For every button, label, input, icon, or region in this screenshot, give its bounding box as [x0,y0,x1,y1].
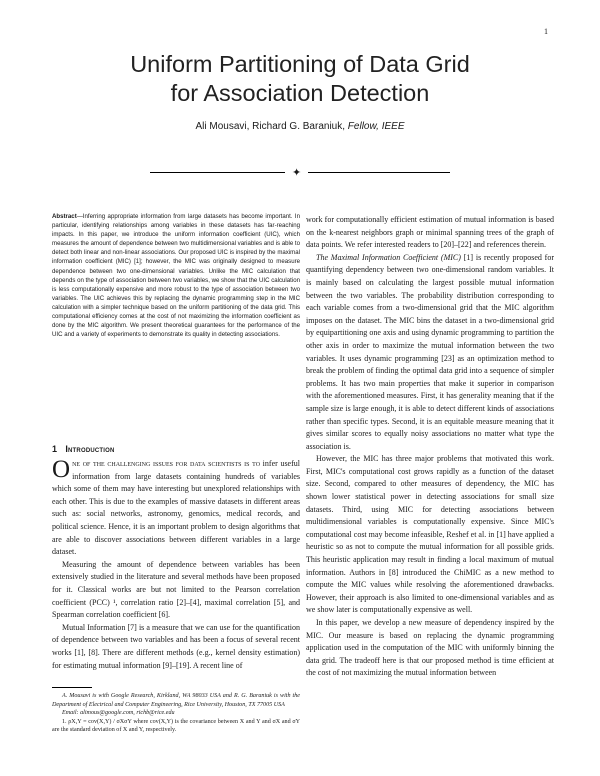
author-names: Ali Mousavi, Richard G. Baraniuk, [195,121,346,132]
footnotes [52,692,300,735]
author-line [0,121,600,132]
left-column-body [52,458,300,672]
page-number: 1 [544,27,548,36]
intro-paragraph-2: Measuring the amount of dependence between variables has been extensively studied in the literature and several methods have been proposed for it. Classical works are but not limited to the Pearson correlation coefficient (PCC) ¹, correlation ratio [2]–[4], maximal correlation [5], and Spearman correlation coefficient [6]. [52,559,300,620]
abstract [52,212,300,339]
separator-diamond-icon: ✦ [292,167,302,179]
right-paragraph-1: work for computationally efficient estimation of mutual information is based on the k-nearest neighbors graph or minimal spanning trees of the graph of data points. We refer interested readers to [20]–[22] and references therein. [306,215,554,250]
section-heading [52,444,115,454]
separator-rule-left [150,172,285,173]
title-line-1: Uniform Partitioning of Data Grid [130,51,470,77]
title-line-2: for Association Detection [170,80,430,106]
intro-paragraph-1 [52,458,300,559]
abstract-text: —Inferring appropriate information from large datasets has become important. In particular, identifying relationships among variables in these datasets has far-reaching impacts. In this paper, we introduce the uniform information coefficient (UIC), which measures the amount of dependence between two multidimensional variables and is able to detect both linear and non-linear associations. Our proposed UIC is inspired by the maximal information coefficient (MIC) [1]; however, the MIC was originally designed to measure dependence between two one-dimensional variables. Unlike the MIC calculation that depends on the type of association between two variables, we show that the UIC calculation is less computationally expensive and more robust to the type of association between two variables. The UIC achieves this by replacing the dynamic programming step in the MIC calculation with a simpler technique based on the uniform partitioning of the data grid. This computational efficiency comes at the cost of not maximizing the information coefficient as done by the MIC algorithm. We present theoretical guarantees for the performance of the UIC and a variety of experiments to demonstrate its quality in detecting associations. [52,213,300,339]
intro-smallcaps: ne of the challenging issues for data scientists is to [72,459,261,468]
separator-rule-right [308,172,450,173]
right-paragraph-2-text: [1] is recently proposed for quantifying dependency between two one-dimensional random variables. It is mainly based on calculating the largest possible mutual information between the two variables. The probability distribution corresponding to each variable comes from a two-dimensional grid that the MIC algorithm imposes on the dataset. The MIC bins the dataset in a two-dimensional grid by equipartitioning one axis and using dynamic programming to partition the other axis in order to maximize the mutual information between the two variables. It uses dynamic programming [23] as an optimization method to break the problem of finding the optimal data grid into a sequence of simpler problems. It has two main properties that make it superior in comparison with the aforementioned measures. First, it has generality meaning that if the sample size is large enough, it is able to detect different kinds of associations rather than specific types. Second, it is an equitable measure meaning that it gives similar scores to equally noisy associations no matter what type the association is. [306,252,554,451]
intro-paragraph-1-text: infer useful information from large datasets containing hundreds of variables which some of them may have interesting but unexplored relationships with each other. This is due to the examples of massive datasets in different areas such as: social networks, astronomy, genomics, medical records, and political science. Hence, it is an important problem to design algorithms that are able to discover associations between different variables in a large dataset. [52,459,300,557]
author-fellow-title: Fellow, IEEE [347,121,405,132]
drop-cap: O [52,456,71,483]
right-paragraph-2 [306,252,554,454]
intro-paragraph-3: Mutual Information [7] is a measure that we can use for the quantification of dependence between two variables and has been a focus of several recent works [1], [8]. There are different methods (e.g., kernel density estimation) for estimating mutual information [9]–[19]. A recent line of [52,622,300,670]
footnote-rule [52,687,92,688]
footnote-affiliation: A. Mousavi is with Google Research, Kirkland, WA 98033 USA and R. G. Baraniuk is with the Department of Electrical and Computer Engineering, Rice University, Houston, TX 77005 USA [52,693,300,708]
section-title: Introduction [65,444,115,454]
abstract-label: Abstract [52,213,77,220]
right-paragraph-4: In this paper, we develop a new measure of dependency inspired by the MIC. Our measure is based on replacing the dynamic programming application used in the computation of the MIC with uniformly binning the data grid. The tradeoff here is that our proposed method is time efficient at the cost of not maximizing the mutual information between [306,618,554,678]
right-column-body [306,214,554,680]
footnote-email: Email: alimous@google.com, richb@rice.edu [62,710,175,717]
mic-term: The Maximal Information Coefficient (MIC) [316,252,461,262]
footnote-1: 1. ρX,Y = cov(X,Y) / σXσY where cov(X,Y) is the covariance between X and Y and σX and σY are the standard deviation of X and Y, respectively. [52,718,300,734]
paper-title [0,50,600,108]
section-number: 1 [52,444,58,454]
right-paragraph-3: However, the MIC has three major problems that motivated this work. First, MIC's computational cost grows rapidly as a function of the dataset size. Second, compared to other measures of dependency, the MIC has shown lower statistical power in detecting associations for small size datasets. Third, using MIC for detecting associations between multidimensional variables is computationally expensive. Since MIC's computational cost may become infeasible, Reshef et al. in [1] have applied a heuristic so as not to compute the mutual information for all possible grids. This heuristic application may result in finding a local maximum of mutual information. Authors in [8] introduced the ChiMIC as a new method to compute the MIC values while resolving the aforementioned drawbacks. However, their approach is also limited to one-dimensional variables and as we show later is computationally expensive as well. [306,454,554,615]
